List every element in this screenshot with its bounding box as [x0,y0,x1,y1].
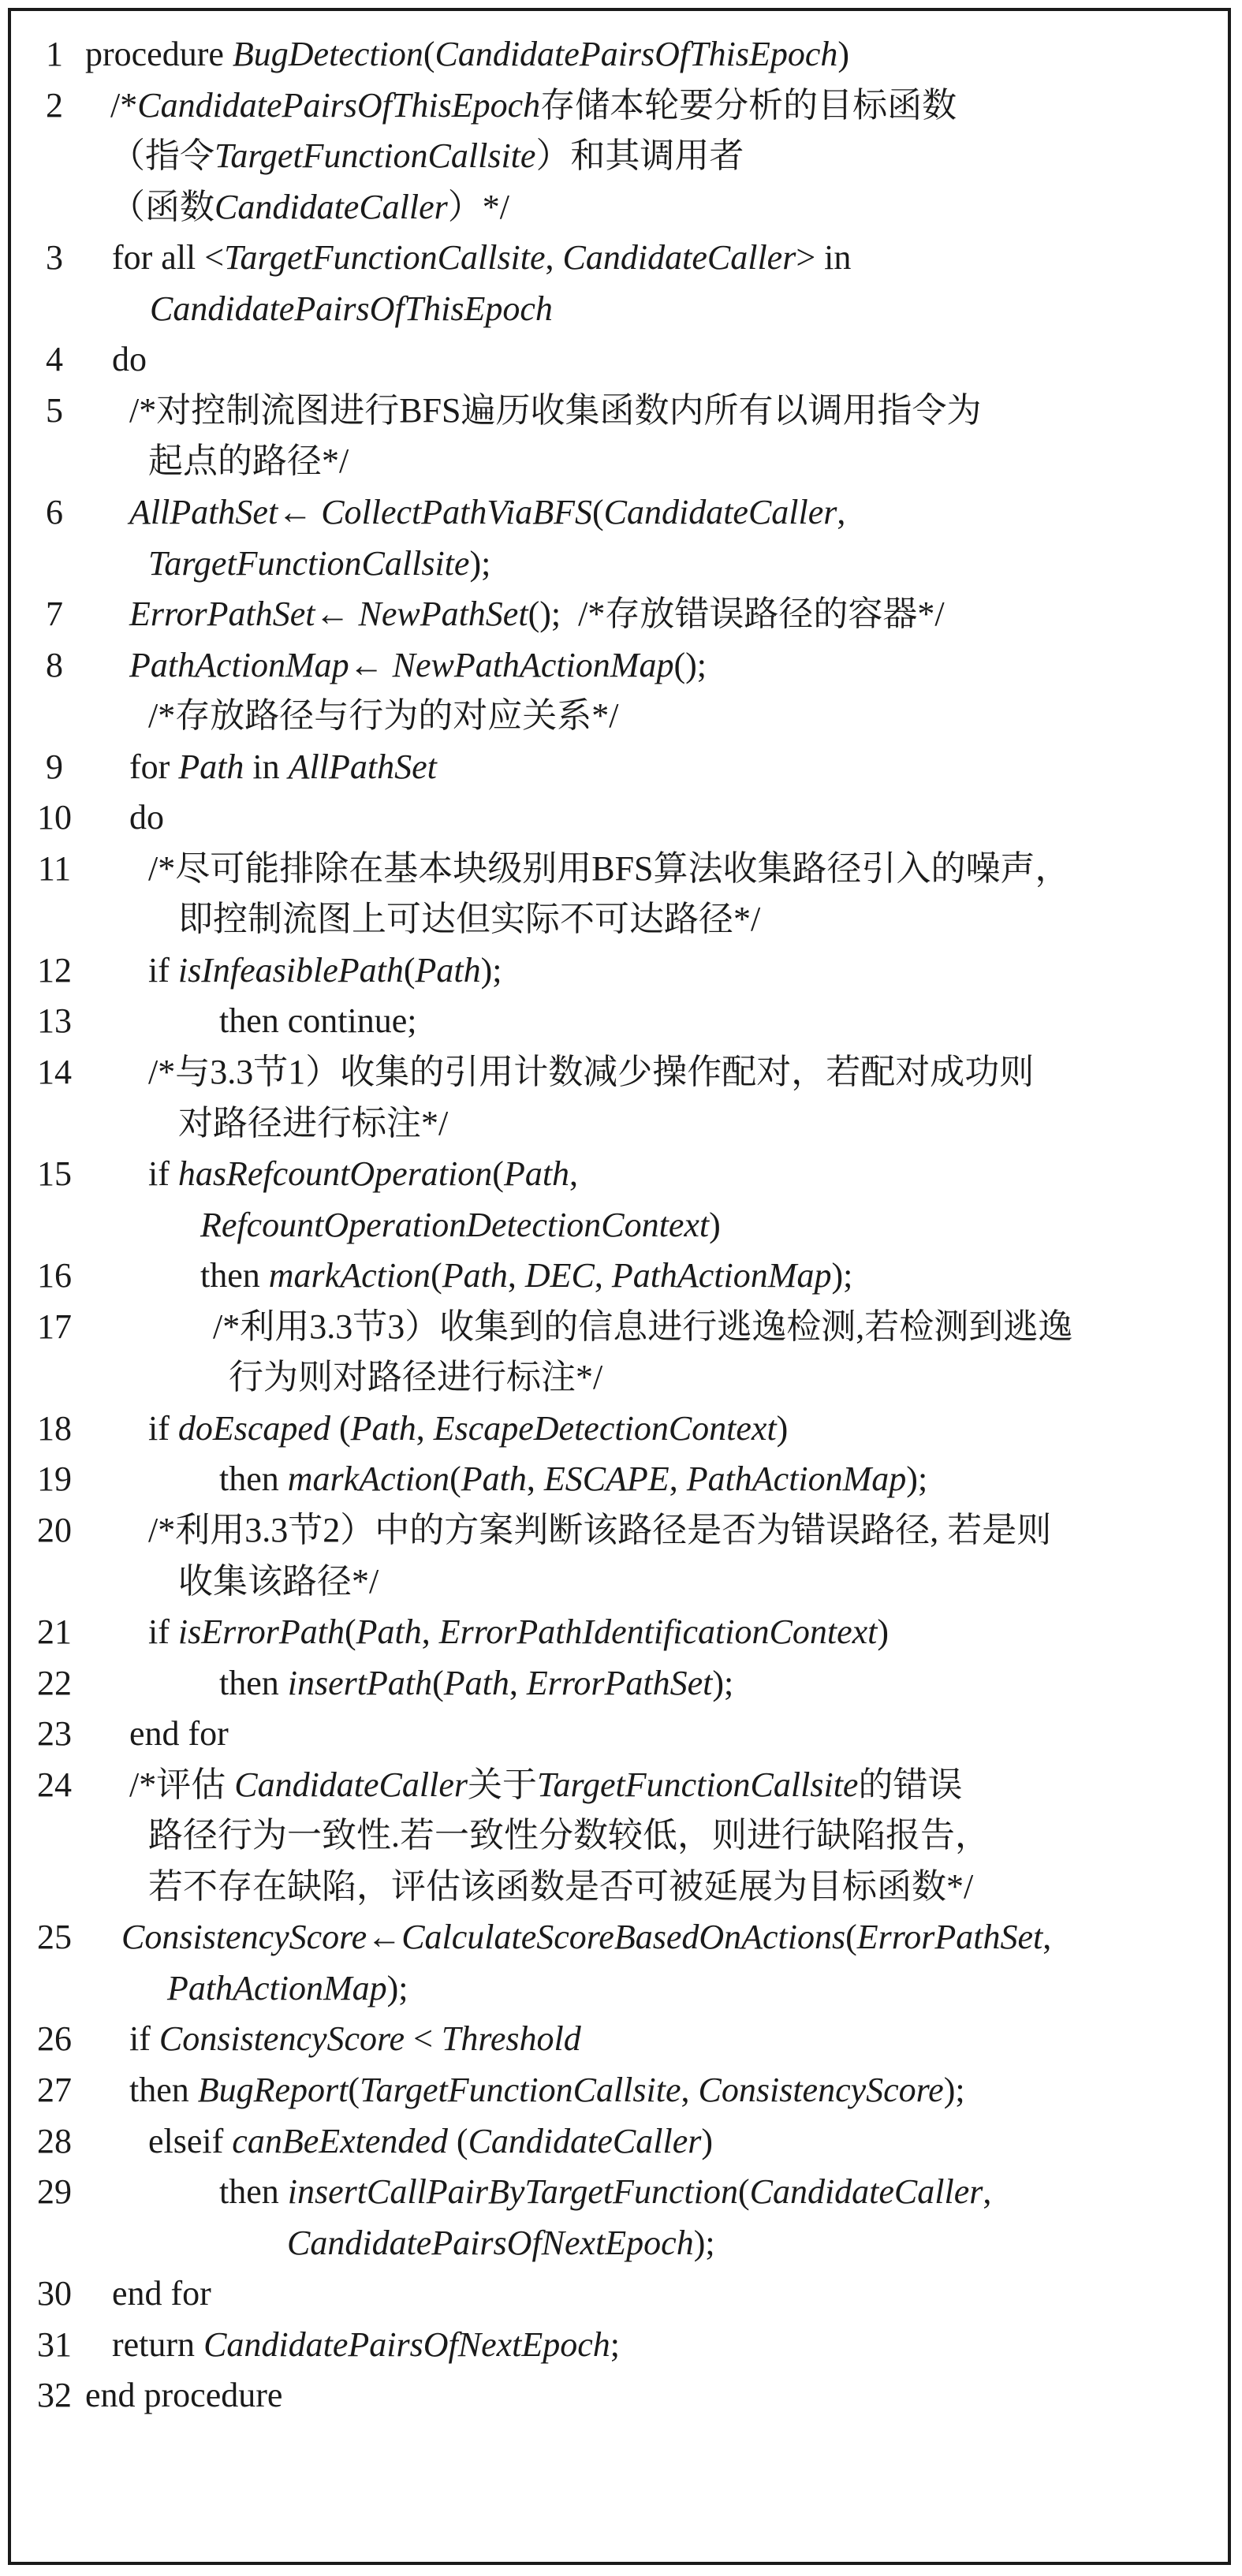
line-number: 11 [37,848,72,888]
line-content [219,2166,991,2218]
identifier: isInfeasiblePath [177,950,404,990]
line-number: 9 [46,747,63,786]
keyword-text: ( [492,1154,504,1194]
algorithm-line [11,2268,1228,2320]
identifier: CollectPathViaBFS [321,492,592,531]
algorithm-line [11,1453,1228,1505]
algorithm-line [11,486,1228,539]
identifier: doEscaped [177,1408,330,1448]
keyword-text: (); /*存放错误路径的容器*/ [528,595,945,634]
line-number: 6 [46,492,63,531]
algorithm-line [11,1504,1228,1556]
line-number: 16 [37,1256,72,1295]
identifier: PathActionMap [129,645,349,684]
algorithm-body [11,11,1228,2562]
algorithm-line [11,1148,1228,1200]
algorithm-line [11,1556,1228,1608]
keyword-text: ）*/ [447,187,510,226]
algorithm-line [11,1708,1228,1760]
identifier: Path [443,1663,509,1702]
line-number: 21 [37,1612,72,1652]
keyword-text: 对路径进行标注*/ [178,1103,449,1143]
algorithm-line [11,1351,1228,1404]
line-content [178,1098,448,1150]
keyword-text: , [669,1459,687,1499]
identifier: hasRefcountOperation [177,1154,493,1194]
keyword-text: ; [610,2324,621,2364]
line-number: 17 [37,1307,72,1346]
line-number: 10 [37,798,72,837]
identifier: markAction [268,1256,431,1295]
keyword-text: , [545,238,563,278]
identifier: CandidateCaller [468,2121,702,2160]
keyword-text: for [129,747,179,786]
line-content [129,741,437,793]
keyword-text: , [681,2071,699,2109]
keyword-text: ); [712,1663,734,1702]
identifier: ErrorPathIdentificationContext [438,1612,878,1652]
keyword-text: ); [831,1256,853,1295]
keyword-text: return [112,2324,204,2364]
algorithm-line [11,1046,1228,1098]
keyword-text: /*利用3.3节2）中的方案判断该路径是否为错误路径, 若是则 [148,1510,1052,1549]
line-content [148,435,349,487]
line-content [150,283,553,335]
keyword-text: then [219,2172,288,2212]
line-content [178,1556,379,1608]
keyword-text: /* [110,85,138,125]
keyword-text: then [219,1663,288,1702]
keyword-text: end for [129,1714,229,1754]
identifier: AllPathSet [288,747,437,786]
keyword-text: > in [796,238,852,278]
line-content [112,2268,211,2320]
algorithm-line [11,1199,1228,1251]
algorithm-line [11,1759,1228,1811]
keyword-text: , [983,2172,992,2212]
keyword-text: ); [386,1968,408,2007]
algorithm-line [11,893,1228,945]
algorithm-line [11,690,1228,742]
line-number: 24 [37,1765,72,1804]
line-number: 22 [37,1663,72,1702]
keyword-text: 行为则对路径进行标注*/ [229,1358,603,1397]
keyword-text: ); [943,2071,965,2109]
identifier: CandidatePairsOfNextEpoch [287,2223,694,2262]
line-content [112,334,147,386]
identifier: CandidatePairsOfNextEpoch [203,2324,610,2364]
keyword-text: if [129,2019,159,2059]
identifier: ErrorPathSet [129,595,315,634]
identifier: CandidatePairsOfThisEpoch [435,35,838,73]
identifier: Threshold [441,2019,581,2059]
line-number: 2 [46,85,63,125]
keyword-text: in [244,747,289,786]
keyword-text: procedure [85,35,233,73]
line-number: 15 [37,1154,72,1194]
line-content [200,1250,852,1302]
identifier: ESCAPE [543,1459,669,1499]
algorithm-line [11,792,1228,844]
algorithm-frame [8,8,1231,2565]
algorithm-line [11,1606,1228,1658]
identifier: ErrorPathSet [526,1663,713,1702]
keyword-text: ← [278,492,322,531]
keyword-text: ) [837,35,850,73]
algorithm-line [11,639,1228,692]
keyword-text: 即控制流图上可达但实际不可达路径*/ [178,900,761,939]
algorithm-line [11,1911,1228,1963]
identifier: BugReport [197,2071,349,2109]
algorithm-line [11,1657,1228,1709]
line-content [178,893,760,945]
keyword-text: ）和其调用者 [535,136,744,176]
line-number: 29 [37,2172,72,2212]
line-number: 31 [37,2324,72,2364]
keyword-text: ( [348,2071,360,2109]
line-content [148,945,502,997]
algorithm-line [11,2116,1228,2168]
line-number: 3 [46,238,63,278]
keyword-text: ) [709,1205,721,1244]
identifier: CandidateCaller [749,2172,983,2212]
line-content [129,1708,229,1760]
identifier: AllPathSet [129,492,278,531]
identifier: ConsistencyScore [698,2071,944,2109]
line-number: 26 [37,2019,72,2059]
line-content [148,1861,973,1913]
line-number: 8 [46,645,63,684]
keyword-text: ( [449,1459,461,1499]
line-content [129,588,945,640]
identifier: CandidatePairsOfThisEpoch [150,289,553,328]
line-number: 27 [37,2071,72,2109]
keyword-text: , [509,1663,527,1702]
identifier: Path [461,1459,527,1499]
line-number: 18 [37,1408,72,1448]
keyword-text: ) [776,1408,789,1448]
line-content [129,2013,581,2065]
line-content [129,1759,962,1811]
identifier: insertPath [287,1663,433,1702]
line-number: 14 [37,1053,72,1091]
keyword-text: for all < [112,238,225,278]
keyword-text: ( [432,1663,444,1702]
line-number: 30 [37,2274,72,2313]
line-content [200,1199,721,1251]
identifier: canBeExtended [232,2121,448,2160]
identifier: NewPathSet [358,595,528,634]
keyword-text: 路径行为一致性.若一致性分数较低，则进行缺陷报告， [148,1816,990,1855]
keyword-text: ( [423,35,435,73]
algorithm-line [11,2064,1228,2116]
identifier: Path [415,950,481,990]
keyword-text: ); [469,543,491,583]
identifier: CandidatePairsOfThisEpoch [137,85,541,125]
keyword-text: ( [591,492,604,531]
line-content [287,2217,715,2269]
line-content [229,1351,602,1404]
line-content [129,486,845,539]
keyword-text: 的错误 [858,1765,963,1804]
algorithm-line [11,1250,1228,1302]
algorithm-line [11,2013,1228,2065]
line-content [148,1046,1034,1098]
algorithm-line [11,538,1228,590]
line-content [112,2319,620,2371]
keyword-text: /*利用3.3节3）收集到的信息进行逃逸检测,若检测到逃逸 [213,1307,1073,1346]
line-number: 19 [37,1459,72,1499]
keyword-text: /*与3.3节1）收集的引用计数减少操作配对，若配对成功则 [148,1053,1035,1091]
keyword-text: if [148,950,178,990]
identifier: Path [350,1408,416,1448]
keyword-text: （指令 [110,136,214,176]
line-content [110,130,744,182]
keyword-text: elseif [148,2121,233,2160]
keyword-text: if [148,1612,178,1652]
line-number: 4 [46,340,63,379]
identifier: CandidateCaller [214,187,448,226]
algorithm-line [11,28,1228,80]
identifier: TargetFunctionCallsite [537,1765,859,1804]
identifier: RefcountOperationDetectionContext [200,1205,710,1244]
algorithm-line [11,232,1228,284]
line-content [148,1606,889,1658]
line-number: 28 [37,2121,72,2160]
identifier: Path [178,747,244,786]
keyword-text: ( [431,1256,442,1295]
algorithm-line [11,2369,1228,2421]
keyword-text: , [526,1459,544,1499]
keyword-text: then [200,1256,269,1295]
algorithm-line [11,1810,1228,1862]
keyword-text: ) [701,2121,714,2160]
keyword-text: , [421,1612,439,1652]
keyword-text: /*对控制流图进行BFS遍历收集函数内所有以调用指令为 [129,390,982,430]
keyword-text: /*尽可能排除在基本块级别用BFS算法收集路径引入的噪声， [148,848,1070,888]
identifier: TargetFunctionCallsite [224,238,546,278]
identifier: CalculateScoreBasedOnActions [401,1918,846,1957]
line-content [121,1911,1051,1963]
line-content [148,843,1070,895]
algorithm-line [11,435,1228,487]
algorithm-line [11,385,1228,437]
line-content [110,181,509,233]
algorithm-line [11,1098,1228,1150]
algorithm-line [11,588,1228,640]
keyword-text: ); [693,2223,715,2262]
line-content [219,995,417,1047]
keyword-text: ← [315,595,359,634]
identifier: CandidateCaller [562,238,796,278]
line-content [129,385,982,437]
algorithm-line [11,2217,1228,2269]
keyword-text: ( [447,2121,468,2160]
keyword-text: then continue; [219,1001,417,1041]
keyword-text: ← [349,645,393,684]
keyword-text: if [148,1154,178,1194]
keyword-text: do [112,340,147,379]
keyword-text: ( [737,2172,750,2212]
line-content [85,28,849,80]
identifier: PathActionMap [611,1256,832,1295]
line-number: 32 [37,2376,72,2415]
keyword-text: 收集该路径*/ [178,1561,379,1601]
line-number: 20 [37,1510,72,1549]
algorithm-line [11,181,1228,233]
algorithm-line [11,283,1228,335]
identifier: Path [503,1154,570,1194]
algorithm-line [11,1963,1228,2015]
keyword-text: , [594,1256,612,1295]
identifier: insertCallPairByTargetFunction [287,2172,738,2212]
line-number: 23 [37,1714,72,1754]
identifier: PathActionMap [686,1459,907,1499]
algorithm-line [11,1301,1228,1353]
keyword-text: (); [673,645,707,684]
identifier: TargetFunctionCallsite [214,136,536,176]
keyword-text: /*评估 [129,1765,235,1804]
keyword-text: ( [344,1612,356,1652]
line-content [85,2369,282,2421]
identifier: TargetFunctionCallsite [360,2071,681,2109]
identifier: NewPathActionMap [392,645,674,684]
keyword-text: ← [367,1918,402,1957]
keyword-text: , [1042,1918,1052,1957]
keyword-text: 起点的路径*/ [148,442,349,481]
keyword-text: end procedure [85,2376,283,2415]
line-content [148,690,618,742]
line-content [148,1504,1051,1556]
algorithm-line [11,741,1228,793]
line-content [148,1403,788,1455]
algorithm-line [11,945,1228,997]
identifier: DEC [524,1256,595,1295]
line-number: 12 [37,950,72,990]
identifier: ConsistencyScore [159,2019,405,2059]
keyword-text: , [837,492,846,531]
line-number: 5 [46,390,63,430]
keyword-text: then [129,2071,198,2109]
identifier: TargetFunctionCallsite [148,543,470,583]
identifier: Path [442,1256,508,1295]
line-number: 25 [37,1918,72,1957]
keyword-text: , [416,1408,434,1448]
identifier: markAction [287,1459,450,1499]
identifier: ConsistencyScore [121,1918,367,1957]
keyword-text: do [129,798,164,837]
line-content [148,538,490,590]
keyword-text: , [507,1256,525,1295]
algorithm-line [11,995,1228,1047]
keyword-text: then [219,1459,288,1499]
identifier: BugDetection [232,35,423,73]
keyword-text: < [405,2019,442,2059]
line-content [148,1810,990,1862]
line-content [219,1453,927,1505]
line-content [129,639,707,692]
keyword-text: ( [330,1408,351,1448]
line-content [129,2064,965,2116]
keyword-text: , [569,1154,579,1194]
identifier: PathActionMap [167,1968,387,2007]
algorithm-line [11,2319,1228,2371]
keyword-text: 存储本轮要分析的目标函数 [540,85,957,125]
line-number: 1 [46,35,63,73]
line-number: 13 [37,1001,72,1041]
keyword-text: ); [480,950,502,990]
identifier: ErrorPathSet [856,1918,1043,1957]
line-content [110,80,957,132]
algorithm-line [11,130,1228,182]
algorithm-line [11,2166,1228,2218]
line-content [219,1657,733,1709]
keyword-text: ); [906,1459,928,1499]
keyword-text: ) [877,1612,890,1652]
keyword-text: /*存放路径与行为的对应关系*/ [148,696,619,736]
algorithm-line [11,843,1228,895]
identifier: Path [356,1612,422,1652]
line-content [213,1301,1072,1353]
keyword-text: 若不存在缺陷，评估该函数是否可被延展为目标函数*/ [148,1866,974,1906]
identifier: CandidateCaller [603,492,837,531]
keyword-text: if [148,1408,178,1448]
line-content [148,2116,713,2168]
algorithm-line [11,1861,1228,1913]
keyword-text: （函数 [110,187,214,226]
algorithm-line [11,1403,1228,1455]
line-number: 7 [46,595,63,634]
algorithm-line [11,334,1228,386]
line-content [167,1963,408,2015]
keyword-text: 关于 [468,1765,538,1804]
line-content [129,792,164,844]
identifier: EscapeDetectionContext [433,1408,777,1448]
keyword-text: ( [845,1918,857,1957]
line-content [112,232,851,284]
line-content [148,1148,578,1200]
keyword-text: end for [112,2274,211,2313]
keyword-text: ( [403,950,416,990]
identifier: isErrorPath [177,1612,345,1652]
identifier: CandidateCaller [234,1765,468,1804]
algorithm-line [11,80,1228,132]
